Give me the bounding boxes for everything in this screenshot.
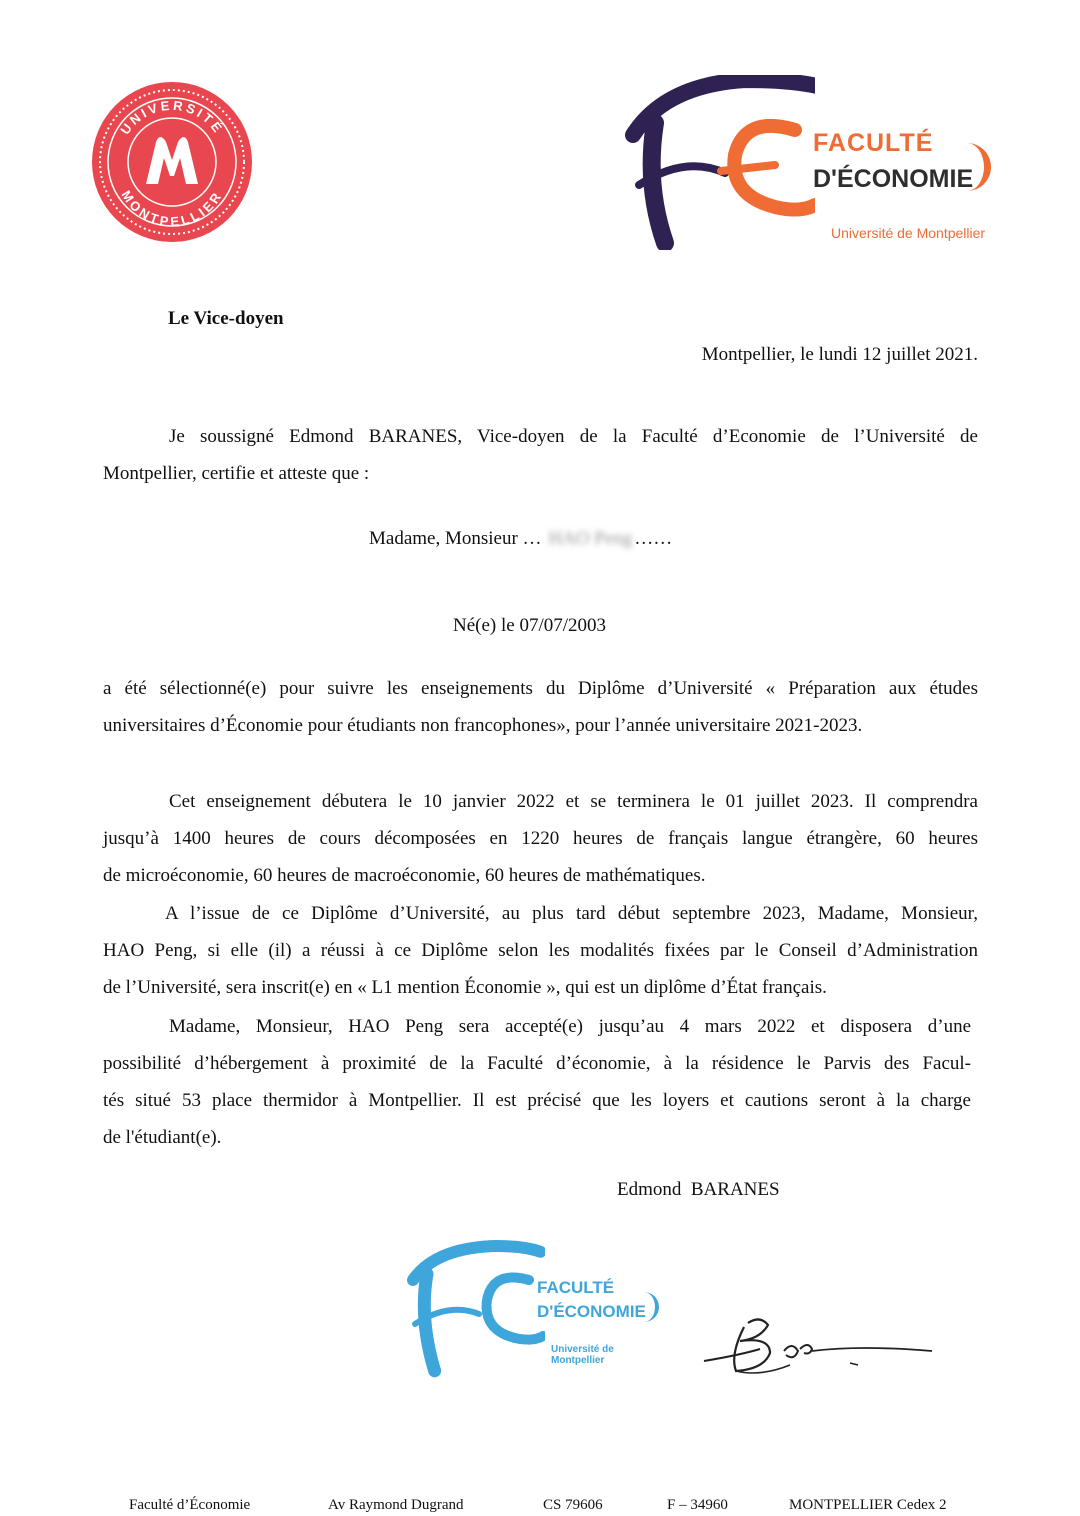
faculty-logo	[625, 75, 995, 250]
course-line: de microéconomie, 60 heures de macroéconomie, 60 heures de mathématiques.	[103, 865, 706, 886]
housing-paragraph	[103, 1008, 971, 1156]
faculty-logo-line3: Université de Montpellier	[831, 225, 986, 241]
selection-line: universitaires d’Économie pour étudiants non francophones», pour l’année universitaire 2021-2023.	[103, 715, 863, 736]
issue-line: A l’issue de ce Diplôme d’Université, au plus tard début septembre 2023, Madame, Monsieur,	[165, 903, 978, 924]
stamp-fe-icon	[405, 1240, 545, 1380]
university-seal-logo	[90, 80, 254, 244]
university-seal-icon	[90, 80, 254, 244]
housing-line: possibilité d’hébergement à proximité de la Faculté d’économie, à la résidence le Parvis des Facul-	[103, 1053, 971, 1074]
issue-paragraph	[103, 895, 978, 1006]
signature	[700, 1305, 935, 1385]
selection-line: a été sélectionné(e) pour suivre les enseignements du Diplôme d’Université « Préparation aux études	[103, 678, 978, 699]
faculty-logo-line2: D'ÉCONOMIE	[813, 165, 974, 193]
intro-line: Montpellier, certifie et atteste que :	[103, 463, 370, 484]
stamp-line3: Université de Montpellier	[551, 1344, 614, 1366]
course-line: Cet enseignement débutera le 10 janvier 2022 et se terminera le 01 juillet 2023. Il comprendra	[169, 791, 978, 812]
faculty-logo-line1: FACULTÉ	[813, 129, 934, 157]
faculty-fe-icon	[625, 75, 815, 250]
intro-line: Je soussigné Edmond BARANES, Vice-doyen de la Faculté d’Economie de l’Université de	[169, 426, 978, 447]
selection-paragraph	[103, 670, 978, 744]
intro-paragraph	[103, 418, 978, 492]
sender-title: Le Vice-doyen	[168, 308, 284, 329]
place-date: Montpellier, le lundi 12 juillet 2021.	[701, 344, 978, 365]
housing-line: de l'étudiant(e).	[103, 1127, 222, 1148]
issue-line: HAO Peng, si elle (il) a réussi à ce Diplôme selon les modalités fixées par le Conseil d’Administration	[103, 940, 978, 961]
footer-faculty: Faculté d’Économie	[129, 1497, 251, 1513]
beneficiary-suffix: ……	[634, 528, 673, 549]
footer-cs: CS 79606	[543, 1497, 603, 1513]
stamp-line1: FACULTÉ	[537, 1278, 615, 1297]
housing-line: Madame, Monsieur, HAO Peng sera accepté(e) jusqu’au 4 mars 2022 et disposera d’une	[169, 1016, 971, 1037]
handwritten-signature-icon	[700, 1305, 935, 1385]
beneficiary-name-redacted: HAO Peng	[548, 528, 633, 549]
svg-text:UNIVERSITÉ: UNIVERSITÉ	[117, 97, 227, 138]
faculty-stamp	[405, 1240, 665, 1380]
beneficiary-line	[369, 520, 672, 557]
course-paragraph	[103, 783, 978, 894]
footer-street: Av Raymond Dugrand	[328, 1497, 464, 1513]
course-line: jusqu’à 1400 heures de cours décomposées en 1220 heures de français langue étrangère, 60 heures	[103, 828, 978, 849]
footer-city: MONTPELLIER Cedex 2	[789, 1497, 947, 1513]
signatory-name: Edmond BARANES	[617, 1179, 780, 1200]
beneficiary-prefix: Madame, Monsieur …	[369, 528, 542, 549]
issue-line: de l’Université, sera inscrit(e) en « L1 mention Économie », qui est un diplôme d’État français.	[103, 977, 827, 998]
housing-line: tés situé 53 place thermidor à Montpellier. Il est précisé que les loyers et cautions seront à la charge	[103, 1090, 971, 1111]
svg-text:MONTPELLIER: MONTPELLIER	[118, 187, 226, 230]
stamp-swoosh	[643, 1292, 659, 1322]
footer-postcode: F – 34960	[667, 1497, 728, 1513]
birth-date: Né(e) le 07/07/2003	[453, 615, 607, 636]
stamp-line2: D'ÉCONOMIE	[537, 1302, 646, 1321]
faculty-logo-swoosh	[960, 143, 991, 191]
